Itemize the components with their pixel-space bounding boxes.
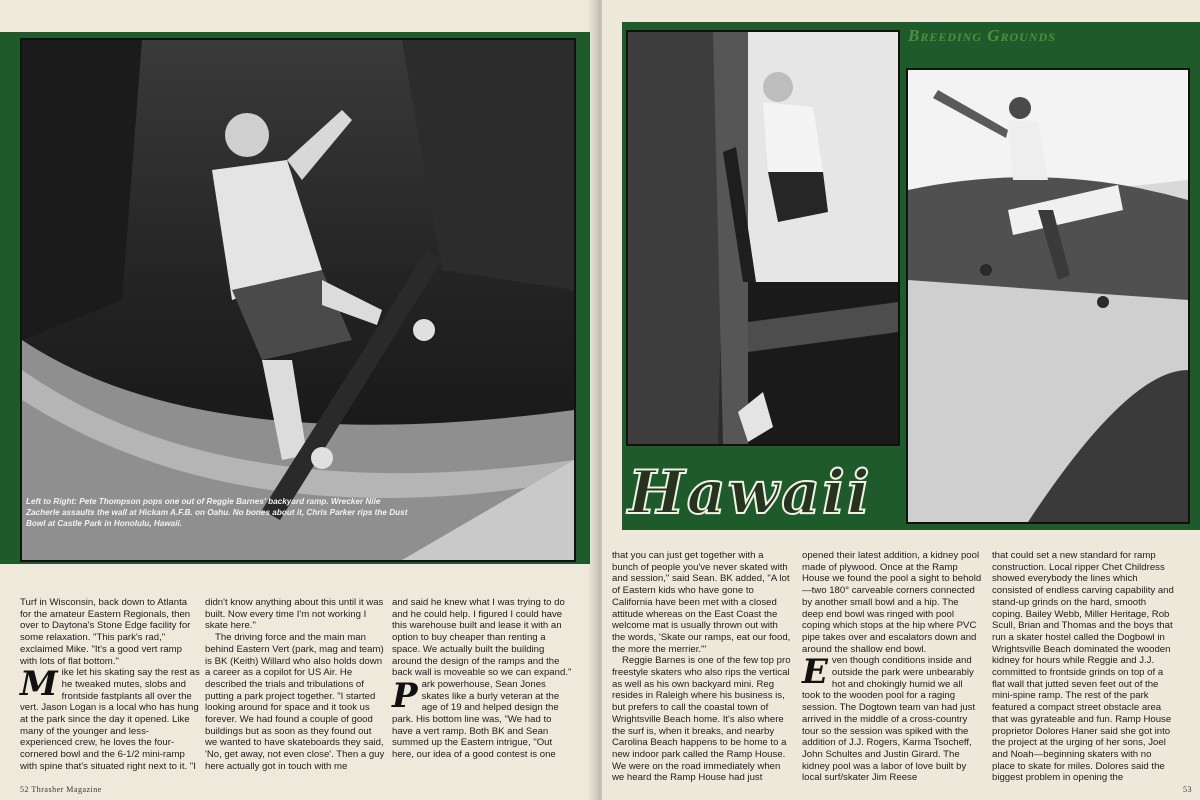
right-col1-para1: that you can just get together with a bunch of people you've never skated with and session," said Sean. BK added, "A lot of Eastern kids who have gone to California have been met with a closed attitude whereas on the East Coast the welcome mat is usually thrown out with the words, 'Skate our ramps, eat our food, the more the merrier.'" (612, 550, 791, 655)
section-title: Breeding Grounds (908, 26, 1056, 45)
photo-pete-thompson-image (22, 40, 574, 560)
right-column-1 (612, 550, 792, 784)
left-col2-para1: didn't know anything about this until it was built. Now every time I'm not working I skate here." (205, 597, 384, 632)
dropcap-e: E (802, 652, 828, 693)
left-column-2 (205, 597, 385, 773)
left-col1-para2-text: ike let his skating say the rest as he tweaked mutes, slobs and frontside fastplants all over the vert. Jason Logan is a local who has hung at the park since the day it opened. Like many of the younger and less-experienced crew, he loves the four-cornered bowl and the 6-1/2 mini-ramp with spine that's situated right next to it. "I (20, 667, 200, 772)
left-column-3 (392, 597, 572, 761)
photo-chris-parker-image (908, 70, 1188, 522)
right-col1-para2: Reggie Barnes is one of the few top pro freestyle skaters who also rips the vertical as well as his own backyard mini. Reg resides in Raleigh where his business is, but prefers to call the coastal town of Wrightsville Beach home. It's also where the surf is, when it breaks, and nearby Carolina Beach happens to be home to a new indoor park called the Ramp House. We were on the road immediately when we heard the Ramp House had just (612, 655, 791, 784)
dropcap-m: M (20, 664, 58, 705)
hawaii-headline-text: Hawaii (628, 458, 872, 528)
photo-nile-zacherle-image (628, 32, 898, 444)
right-page-number: 53 (1183, 785, 1192, 794)
dropcap-p: P (392, 675, 418, 716)
right-col2-para2 (802, 652, 982, 784)
right-col3-para1: that could set a new standard for ramp construction. Local ripper Chet Childress showed everybody the lines which consisted of endless carving capability and stand-up grinds on the hard, smooth coping. Bailey Webb, Miller Heritage, Rob Scull, Brian and Thomas and the boys that run a skater hostel called the Dogbowl in Wrightsville Beach dominated the wooden kidney for hours while Reggie and J.J. committed to frontside grinds on top of a flat wall that jutted seven feet out of the mini-spine ramp. The rest of the park featured a compact street obstacle area that was gyrateable and fun. Ramp House proprietor Dolores Haner said she got into the project at the urging of her sons, Joel and Noah—beginning skaters with no place to skate for miles. Dolores said the biggest problem in opening the (992, 550, 1174, 784)
left-column-1 (20, 597, 200, 773)
left-col1-para2 (20, 664, 200, 772)
left-footer: 52 Thrasher Magazine (20, 785, 102, 794)
left-page (0, 0, 598, 800)
left-col3-para2-text: ark powerhouse, Sean Jones skates like a burly veteran at the age of 19 and helped design the park. His bottom line was, "We had to have a vert ramp. Both BK and Sean summed up the Eastern intrigue, "Out here, our idea of a good contest is one (392, 678, 560, 761)
photo-chris-parker (906, 68, 1190, 524)
left-col1-para1: Turf in Wisconsin, back down to Atlanta for the amateur Eastern Regionals, then over to Daytona's Stone Edge facility for some relaxation. "This park's rad," exclaimed Mike. "It's a good vert ramp with lots of flat bottom." (20, 597, 191, 667)
photo-pete-thompson (20, 38, 576, 562)
right-page (602, 0, 1200, 800)
right-col2-para2-text: ven though conditions inside and outside the park were unbearably hot and chokingly humid we all took to the wooden pool for a raging session. The Dogtown team van had just arrived in the middle of a cross-country tour so the session was spiked with the addition of J.J. Rogers, Karma Tsocheff, John Schultes and Justin Girard. The kidney pool was a labor of love built by local surf/skater Jim Reese (802, 655, 976, 784)
left-col2-para2: The driving force and the main man behind Eastern Vert (park, mag and team) is BK (Keith) Willard who also holds down a career as a copilot for US Air. He described the trials and tribulations of putting a park project together. "I started looking around for space and it took us forever. We had found a couple of good buildings but as soon as they found out we wanted to have skateboards they said, 'No, get away, not even close'. Then a guy here actually got in touch with me (205, 632, 385, 772)
right-col2-para1: opened their latest addition, a kidney pool made of plywood. Once at the Ramp House we found the pool a sight to behold—two 180° carveable corners connected by another small bowl and a hip. The deep end bowl was ringed with pool coping which stops at the hip where PVC pipe takes over and escalators down and around the shallow end bowl. (802, 550, 982, 655)
left-col3-para2 (392, 675, 572, 761)
hawaii-headline (622, 455, 912, 530)
photo-nile-zacherle (626, 30, 900, 446)
left-col3-para1: and said he knew what I was trying to do and he could help. I figured I could have this warehouse built and lease it with an option to buy cheaper than renting a space. We actually built the building around the design of the ramps and the back wall is moveable so we can expand." (392, 597, 572, 679)
right-column-3 (992, 550, 1174, 784)
right-column-2 (802, 550, 982, 784)
photo-caption: Left to Right: Pete Thompson pops one out of Reggie Barnes' backyard ramp. Wrecker Nile Zacherle assaults the wall at Hickam A.F.B. on Oahu. No bones about it, Chris Parker rips the Dust Bowl at Castle Park in Honolulu, Hawaii. (26, 497, 408, 528)
